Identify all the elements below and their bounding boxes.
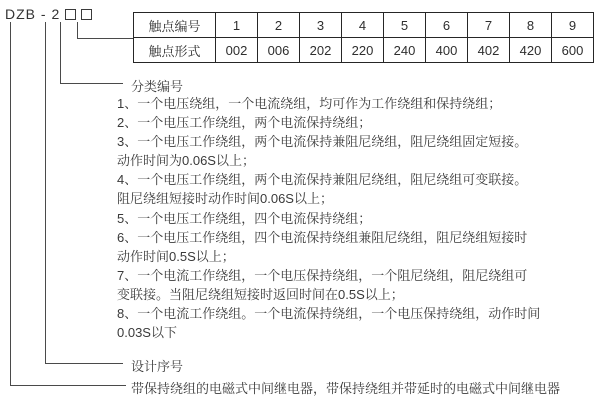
contact-number-cell: 7: [468, 13, 510, 38]
leader-line-relay-description: [10, 22, 126, 386]
contact-form-cell: 202: [300, 38, 342, 63]
classification-item-wrap: 0.03S以下: [117, 325, 177, 341]
contact-number-cell: 6: [426, 13, 468, 38]
model-suffix-box-2: [81, 9, 92, 20]
contact-form-cell: 400: [426, 38, 468, 63]
contact-number-cell: 2: [258, 13, 300, 38]
classification-item-wrap: 变联接。当阻尼绕组短接时返回时间在0.5S以上；: [117, 286, 404, 302]
contact-number-header: 触点编号: [134, 13, 216, 38]
classification-item: 1、一个电压绕组，一个电流绕组，均可作为工作绕组和保持绕组；: [117, 96, 502, 111]
contact-form-cell: 420: [510, 38, 552, 63]
contact-number-cell: 4: [342, 13, 384, 38]
contact-form-row: [134, 38, 594, 63]
design-serial-label: 设计序号: [131, 359, 184, 374]
relay-description: 带保持绕组的电磁式中间继电器，带保持绕组并带延时的电磁式中间继电器: [131, 381, 561, 396]
classification-list: [117, 94, 540, 342]
contact-number-cell: 8: [510, 13, 552, 38]
contact-number-row: [134, 13, 594, 38]
contact-form-cell: 220: [342, 38, 384, 63]
contact-number-cell: 5: [384, 13, 426, 38]
model-code: [5, 6, 92, 22]
classification-item: 6、一个电压工作绕组，四个电流保持绕组兼阻尼绕组，阻尼绕组短接时: [117, 229, 528, 245]
classification-item: 7、一个电流工作绕组，一个电压保持绕组，一个阻尼绕组，阻尼绕组可: [117, 267, 528, 283]
classification-item: 8、一个电流工作绕组。一个电流保持绕组，一个电压保持绕组，动作时间: [117, 306, 541, 322]
contact-table: [133, 12, 594, 63]
contact-form-cell: 240: [384, 38, 426, 63]
contact-form-cell: 402: [468, 38, 510, 63]
classification-item-wrap: 阻尼绕组短接时动作时间0.06S以上；: [117, 191, 333, 207]
contact-form-cell: 600: [552, 38, 594, 63]
contact-number-cell: 1: [216, 13, 258, 38]
contact-form-cell: 006: [258, 38, 300, 63]
classification-item: 5、一个电压工作绕组，四个电流保持绕组；: [117, 210, 372, 226]
classification-item: 4、一个电压工作绕组，两个电流保持兼阻尼绕组，阻尼绕组可变联接。: [117, 172, 528, 188]
classification-label: 分类编号: [131, 79, 184, 94]
contact-form-header: 触点形式: [134, 38, 216, 63]
classification-item-wrap: 动作时间为0.06S以上；: [117, 153, 255, 169]
model-code-text: DZB - 2: [5, 6, 61, 22]
contact-form-cell: 002: [216, 38, 258, 63]
classification-item: 2、一个电压工作绕组，两个电流保持绕组；: [117, 115, 372, 131]
contact-number-cell: 3: [300, 13, 342, 38]
model-suffix-box-1: [65, 9, 76, 20]
classification-item: 3、一个电压工作绕组，两个电流保持兼阻尼绕组，阻尼绕组固定短接。: [117, 134, 528, 150]
contact-number-cell: 9: [552, 13, 594, 38]
classification-item-wrap: 动作时间0.5S以上；: [117, 248, 235, 264]
